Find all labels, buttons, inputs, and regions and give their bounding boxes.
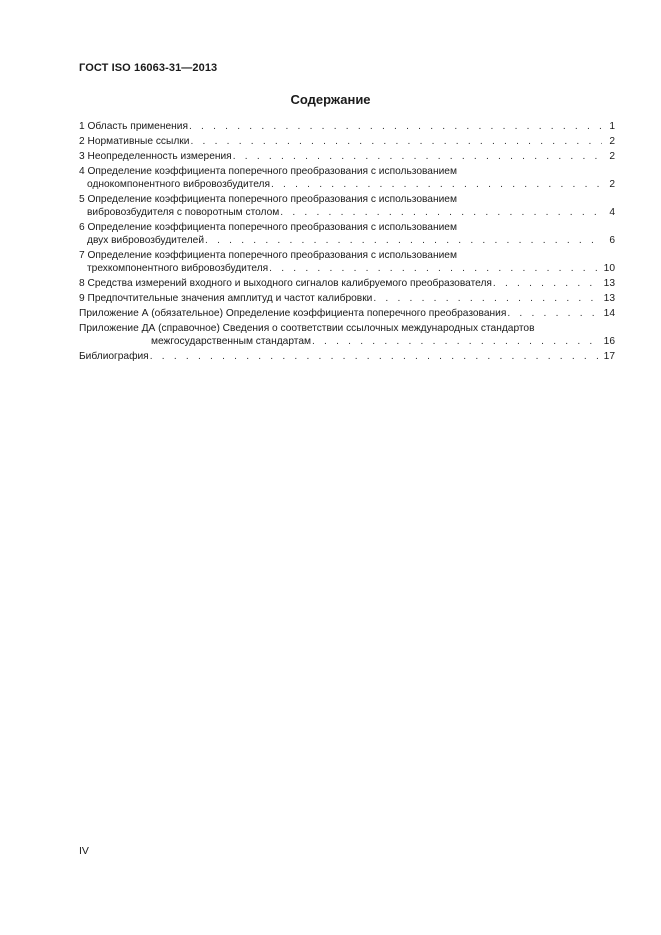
page-number: IV xyxy=(79,845,89,857)
toc-page-number: 16 xyxy=(603,336,615,347)
toc-entry-9[interactable] xyxy=(79,292,615,305)
toc-line xyxy=(79,165,615,178)
toc-line xyxy=(79,335,615,348)
toc-page-number: 17 xyxy=(603,351,615,362)
toc-line xyxy=(79,234,615,247)
toc-entry-text-continued: межгосударственным стандартам xyxy=(151,336,311,347)
toc-entry-3[interactable] xyxy=(79,150,615,163)
toc-entry-7[interactable] xyxy=(79,249,615,275)
toc-entry-text: 5 Определение коэффициента поперечного преобразования с использованием xyxy=(79,194,457,205)
toc-entry-text: 6 Определение коэффициента поперечного преобразования с использованием xyxy=(79,222,457,233)
dot-leader xyxy=(507,307,600,320)
toc-line xyxy=(79,120,615,133)
toc-entry-text: 4 Определение коэффициента поперечного преобразования с использованием xyxy=(79,166,457,177)
toc-page-number: 4 xyxy=(609,207,615,218)
toc-entry-8[interactable] xyxy=(79,277,615,290)
toc-entry-1[interactable] xyxy=(79,120,615,133)
toc-page-number: 10 xyxy=(603,263,615,274)
toc-entry-bibliography[interactable] xyxy=(79,350,615,363)
dot-leader xyxy=(280,206,602,219)
toc-line xyxy=(79,249,615,262)
toc-entry-text: Библиография xyxy=(79,351,149,362)
toc-entry-5[interactable] xyxy=(79,193,615,219)
toc-page-number: 14 xyxy=(603,308,615,319)
toc-page-number: 2 xyxy=(609,136,615,147)
dot-leader xyxy=(493,277,601,290)
toc-page-number: 1 xyxy=(609,121,615,132)
toc-entry-annex-a[interactable] xyxy=(79,307,615,320)
toc-entry-text-continued: вибровозбудителя с поворотным столом xyxy=(87,207,280,218)
toc-entry-text: Приложение ДА (справочное) Сведения о соответствии ссылочных международных стандартов xyxy=(79,323,535,334)
toc-entry-annex-da[interactable] xyxy=(79,322,615,348)
dot-leader xyxy=(150,350,601,363)
table-of-contents xyxy=(79,120,615,365)
dot-leader xyxy=(190,135,602,148)
toc-line xyxy=(79,193,615,206)
toc-line xyxy=(79,206,615,219)
toc-line xyxy=(79,350,615,363)
toc-entry-text: 9 Предпочтительные значения амплитуд и частот калибровки xyxy=(79,293,373,304)
dot-leader xyxy=(233,150,602,163)
toc-line xyxy=(79,221,615,234)
toc-page-number: 13 xyxy=(603,293,615,304)
dot-leader xyxy=(205,234,602,247)
dot-leader xyxy=(373,292,600,305)
toc-entry-text-continued: двух вибровозбудителей xyxy=(87,235,205,246)
toc-entry-6[interactable] xyxy=(79,221,615,247)
toc-page-number: 2 xyxy=(609,179,615,190)
dot-leader xyxy=(269,262,600,275)
toc-entry-text: 7 Определение коэффициента поперечного преобразования с использованием xyxy=(79,250,457,261)
dot-leader xyxy=(271,178,602,191)
toc-line xyxy=(79,292,615,305)
toc-line xyxy=(79,262,615,275)
toc-entry-4[interactable] xyxy=(79,165,615,191)
toc-line xyxy=(79,150,615,163)
toc-line xyxy=(79,307,615,320)
toc-line xyxy=(79,135,615,148)
toc-line xyxy=(79,277,615,290)
toc-entry-text: 3 Неопределенность измерения xyxy=(79,151,232,162)
toc-entry-text-continued: однокомпонентного вибровозбудителя xyxy=(87,179,270,190)
toc-page-number: 6 xyxy=(609,235,615,246)
document-code-header: ГОСТ ISO 16063-31—2013 xyxy=(79,62,218,74)
toc-entry-text: 2 Нормативные ссылки xyxy=(79,136,190,147)
toc-entry-text: 8 Средства измерений входного и выходного сигналов калибруемого преобразователя xyxy=(79,278,492,289)
toc-entry-text: 1 Область применения xyxy=(79,121,188,132)
toc-page-number: 13 xyxy=(603,278,615,289)
toc-line xyxy=(79,322,615,335)
toc-entry-text: Приложение А (обязательное) Определение коэффициента поперечного преобразования xyxy=(79,308,507,319)
toc-entry-text-continued: трехкомпонентного вибровозбудителя xyxy=(87,263,269,274)
toc-title: Содержание xyxy=(290,92,371,107)
toc-entry-2[interactable] xyxy=(79,135,615,148)
dot-leader xyxy=(312,335,601,348)
dot-leader xyxy=(189,120,602,133)
toc-page-number: 2 xyxy=(609,151,615,162)
toc-line xyxy=(79,178,615,191)
